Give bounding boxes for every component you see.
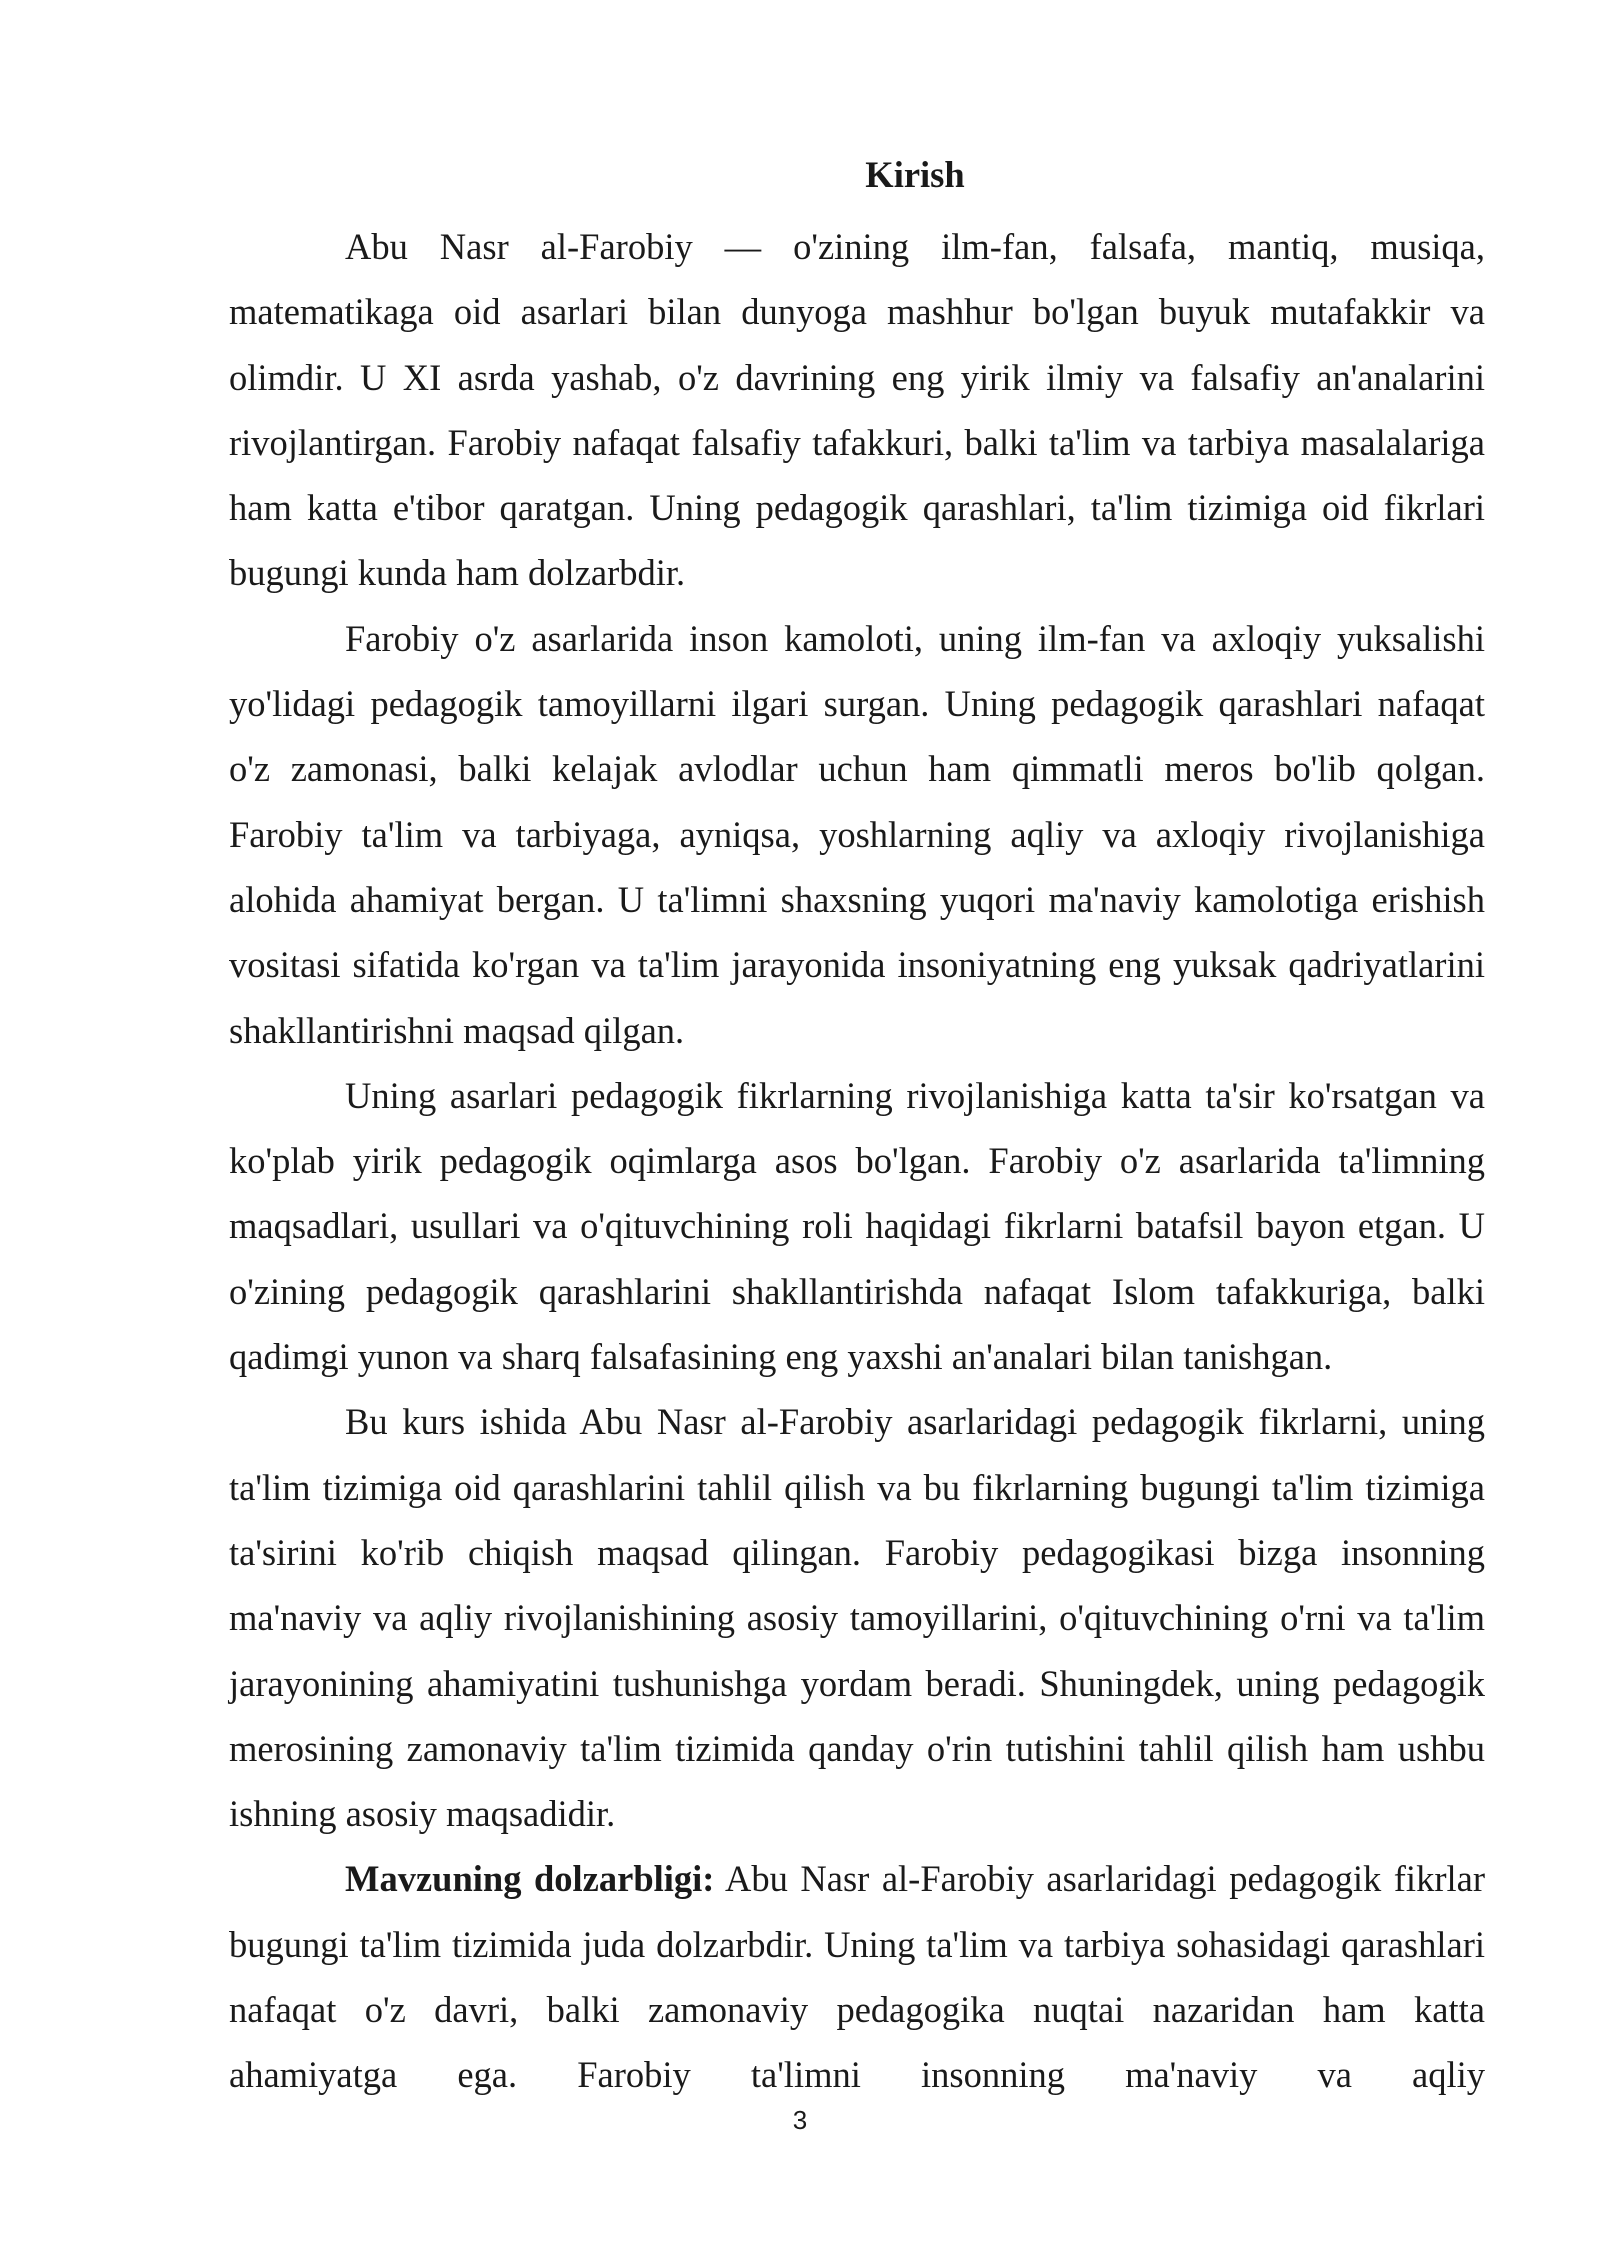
page-title: Kirish <box>865 154 965 195</box>
paragraph-4 <box>229 1389 1485 1846</box>
paragraph-text: Farobiy o'z asarlarida inson kamoloti, uning ilm-fan va axloqiy yuksalishi yo'lidagi pedagogik tamoyillarni ilgari surgan. Uning pedagogik qarashlari nafaqat o'z zamonasi, balki kelajak avlodlar uchun ham qimmatli meros bo'lib qolgan. Farobiy ta'lim va tarbiyaga, ayniqsa, yoshlarning aqliy va axloqiy rivojlanishiga alohida ahamiyat bergan. U ta'limni shaxsning yuqori ma'naviy kamolotiga erishish vositasi sifatida ko'rgan va ta'lim jarayonida insoniyatning eng yuksak qadriyatlarini shakllantirishni maqsad qilgan. <box>229 617 1485 1051</box>
paragraph-text: Abu Nasr al-Farobiy asarlaridagi pedagogik fikrlar bugungi ta'lim tizimida juda dolzarbdir. Uning ta'lim va tarbiya sohasidagi qarashlari nafaqat o'z davri, balki zamonaviy pedagogika nuqtai nazaridan ham katta ahamiyatga ega. Farobiy ta'limni insonning ma'naviy va aqliy <box>229 1858 1485 2096</box>
paragraph-text: Uning asarlari pedagogik fikrlarning rivojlanishiga katta ta'sir ko'rsatgan va ko'plab yirik pedagogik oqimlarga asos bo'lgan. Farobiy o'z asarlarida ta'limning maqsadlari, usullari va o'qituvchining roli haqidagi fikrlarni batafsil bayon etgan. U o'zining pedagogik qarashlarini shakllantirishda nafaqat Islom tafakkuriga, balki qadimgi yunon va sharq falsafasining eng yaxshi an'analari bilan tanishgan. <box>229 1074 1485 1378</box>
paragraph-1 <box>229 214 1485 606</box>
paragraph-text: Bu kurs ishida Abu Nasr al-Farobiy asarlaridagi pedagogik fikrlarni, uning ta'lim tizimiga oid qarashlarini tahlil qilish va bu fikrlarning bugungi ta'lim tizimiga ta'sirini ko'rib chiqish maqsad qilingan. Farobiy pedagogikasi bizga insonning ma'naviy va aqliy rivojlanishining asosiy tamoyillarini, o'qituvchining o'rni va ta'lim jarayonining ahamiyatini tushunishga yordam beradi. Shuningdek, uning pedagogik merosining zamonaviy ta'lim tizimida qanday o'rin tutishini tahlil qilish ham ushbu ishning asosiy maqsadidir. <box>229 1401 1485 1835</box>
page-number: 3 <box>792 2105 808 2135</box>
paragraph-text: Abu Nasr al-Farobiy — o'zining ilm-fan, falsafa, mantiq, musiqa, matematikaga oid asarlari bilan dunyoga mashhur bo'lgan buyuk mutafakkir va olimdir. U XI asrda yashab, o'z davrining eng yirik ilmiy va falsafiy an'analarini rivojlantirgan. Farobiy nafaqat falsafiy tafakkuri, balki ta'lim va tarbiya masalalariga ham katta e'tibor qaratgan. Uning pedagogik qarashlari, ta'lim tizimiga oid fikrlari bugungi kunda ham dolzarbdir. <box>229 226 1485 594</box>
paragraph-lead-bold: Mavzuning dolzarbligi: <box>345 1858 715 1900</box>
page-content <box>229 150 1485 2108</box>
paragraph-2 <box>229 606 1485 1063</box>
paragraph-3 <box>229 1063 1485 1389</box>
paragraph-5 <box>229 1846 1485 2107</box>
